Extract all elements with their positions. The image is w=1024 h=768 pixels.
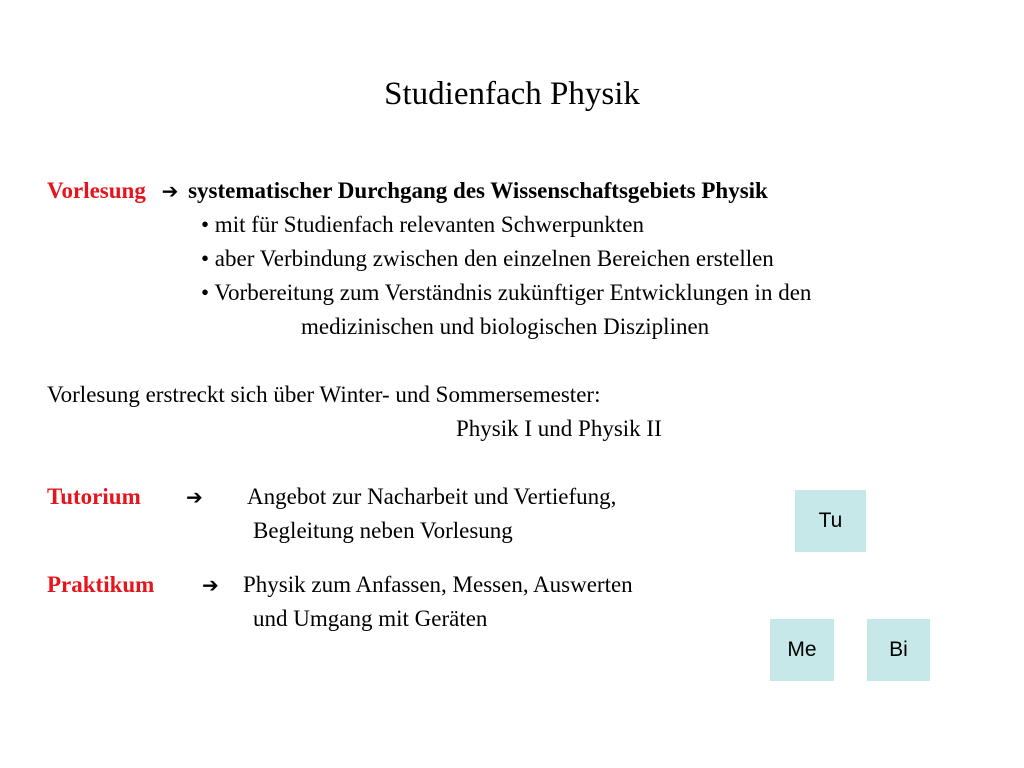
- vorlesung-bullet-2: • aber Verbindung zwischen den einzelnen Bereichen erstellen: [201, 246, 774, 271]
- tutorium-line-2: Begleitung neben Vorlesung: [253, 518, 513, 543]
- semester-line-2: Physik I und Physik II: [456, 416, 662, 441]
- box-me-label: Me: [787, 638, 817, 661]
- box-tu-label: Tu: [818, 509, 843, 532]
- tutorium-line-1: Angebot zur Nacharbeit und Vertiefung,: [247, 484, 617, 509]
- praktikum-line-1: Physik zum Anfassen, Messen, Auswerten: [243, 572, 633, 597]
- vorlesung-bullet-1: • mit für Studienfach relevanten Schwerpunkten: [201, 212, 644, 237]
- box-bi-label: Bi: [889, 638, 908, 661]
- box-tu: [795, 490, 866, 552]
- praktikum-line-2: und Umgang mit Geräten: [253, 606, 488, 631]
- arrow-right-icon: ➔: [202, 573, 219, 597]
- tutorium-label-text: Tutorium: [47, 484, 141, 509]
- arrow-right-icon: ➔: [161, 179, 179, 203]
- box-bi: [867, 619, 930, 681]
- vorlesung-headline: systematischer Durchgang des Wissenschaftsgebiets Physik: [188, 178, 768, 203]
- arrow-right-icon: ➔: [186, 485, 203, 509]
- box-me: [770, 619, 834, 681]
- semester-line-1: Vorlesung erstreckt sich über Winter- und Sommersemester:: [47, 382, 601, 407]
- vorlesung-label: Vorlesung: [47, 178, 146, 203]
- vorlesung-row: [47, 174, 768, 208]
- vorlesung-continuation: medizinischen und biologischen Disziplinen: [301, 314, 710, 339]
- slide-title: Studienfach Physik: [384, 76, 640, 112]
- vorlesung-bullet-3: • Vorbereitung zum Verständnis zukünftiger Entwicklungen in den: [201, 280, 812, 305]
- praktikum-label: Praktikum: [47, 572, 155, 597]
